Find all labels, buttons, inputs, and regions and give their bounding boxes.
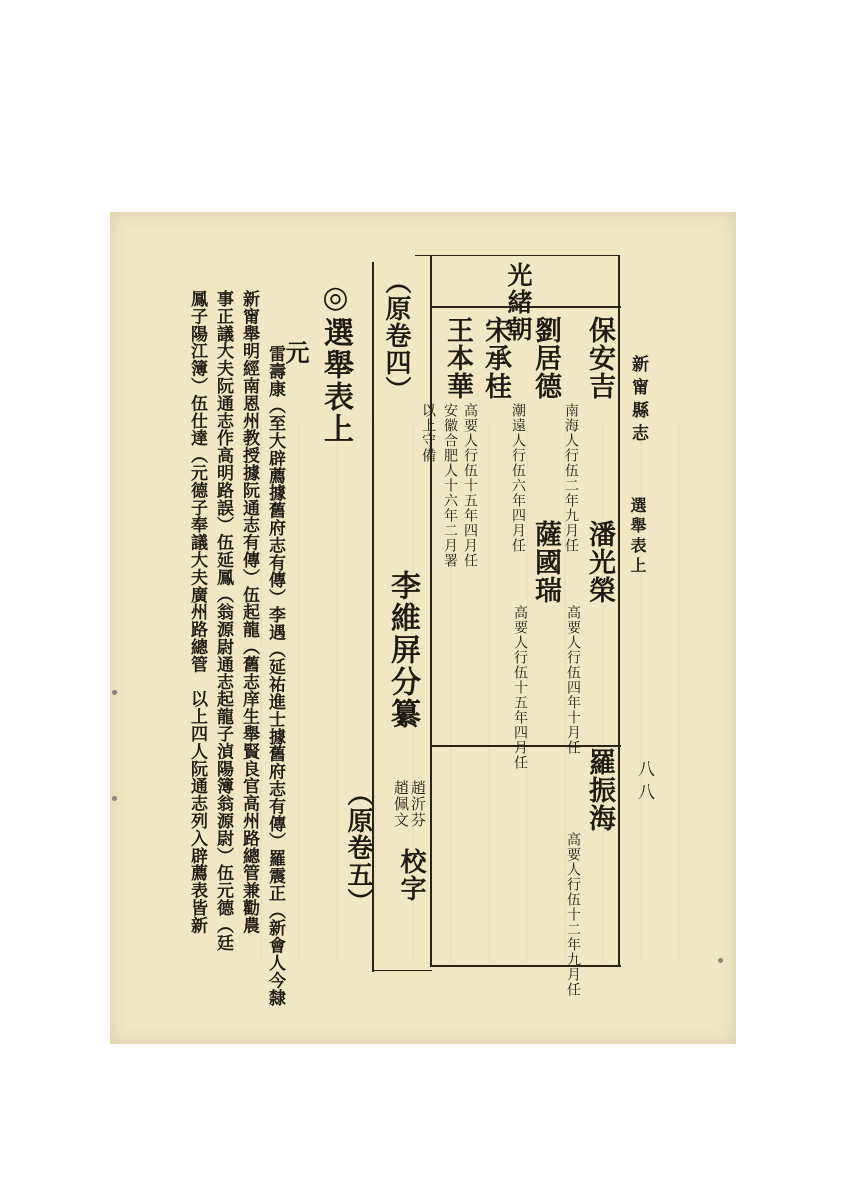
column-divider-rule: [430, 255, 432, 967]
dynasty-heading: 光緒朝: [504, 262, 533, 343]
section-title: 選舉表上: [628, 497, 647, 577]
proofer-names: [392, 780, 426, 828]
official-name-2: 劉居德: [530, 316, 561, 400]
proofer-name-2: 趙佩文: [392, 780, 410, 828]
official-name-5: 潘光榮: [584, 520, 615, 604]
table-bottom-rule: [432, 965, 621, 967]
proofer-name-1: 趙沂芬: [409, 780, 427, 828]
body-line-1: 雷壽康（至大辟薦據舊府志有傳）李遇（延祐進士據舊府志有傳）羅震正（新會人今隸: [265, 345, 285, 1007]
binding-hole: [718, 958, 723, 963]
official-note-1: 南海人行伍二年九月任: [563, 403, 579, 553]
official-name-1: 保安吉: [584, 316, 615, 400]
official-name-4: 王本華: [442, 316, 473, 400]
body-line-2: 新甯舉明經南恩州教授據阮通志有傳）伍起龍（舊志庠生舉賢良官高州路總管兼勸農: [239, 290, 259, 934]
official-name-6: 薩國瑞: [530, 520, 561, 604]
next-volume-note: （原卷五）: [343, 780, 373, 915]
body-line-3: 事正議大夫阮通志作高明路誤）伍延鳳（翁源尉通志起龍子湞陽簿翁源尉）伍元德（廷: [213, 290, 233, 952]
official-note-7: 高要人行伍十二年九月任: [565, 832, 581, 997]
compiler-credit: 李維屏分纂: [385, 570, 420, 730]
guard-summary-note: 以上守備: [420, 403, 436, 463]
proofreading-label: 校字: [396, 848, 426, 902]
body-line-4: 鳳子陽江簿）伍仕達（元德子奉議大夫廣州路總管 以上四人阮通志列入辟薦表皆新: [187, 290, 207, 934]
book-title: 新甯縣志: [628, 355, 648, 447]
table-top-rule: [415, 255, 620, 256]
official-name-3: 宋承桂: [480, 316, 511, 400]
official-note-5: 高要人行伍四年十月任: [565, 605, 581, 755]
yuan-dynasty-heading: 元: [281, 340, 310, 364]
election-table-title: ◎選舉表上: [318, 280, 353, 445]
official-note-3: 高要人行伍十五年四月任: [462, 403, 478, 568]
page-number: 八八: [634, 760, 654, 806]
official-note-6: 高要人行伍十五年四月任: [512, 605, 528, 770]
column-bottom-rule: [372, 970, 432, 971]
official-name-7: 羅振海: [584, 748, 615, 832]
binding-hole: [112, 796, 117, 801]
official-note-2: 潮遠人行伍六年四月任: [510, 403, 526, 553]
binding-hole: [112, 690, 117, 695]
official-note-4: 安徽合肥人十六年二月署: [442, 403, 458, 568]
previous-volume-note: （原卷四）: [381, 268, 411, 403]
